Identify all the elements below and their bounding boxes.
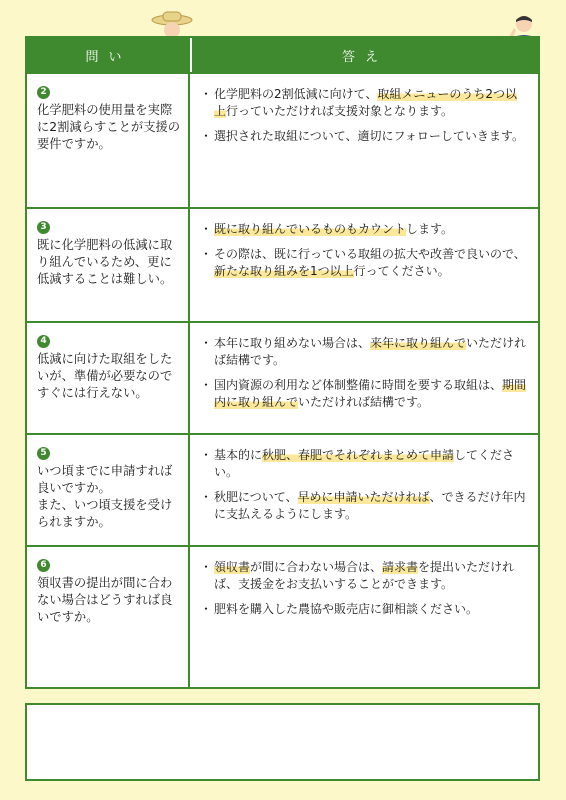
answer-bullet — [200, 128, 528, 145]
answer-text: 化学肥料の2割低減に向けて、 — [214, 87, 378, 101]
question-number-badge: 3 — [37, 221, 50, 234]
answer-text: 、できるだけ年内に支払えるようにします。 — [214, 490, 526, 521]
question-cell — [27, 74, 190, 207]
answer-header: 答え — [341, 49, 388, 65]
answer-cell — [190, 435, 538, 545]
answer-text: してください。 — [214, 448, 515, 479]
question-number-badge: 4 — [37, 335, 50, 348]
answer-text: 行っていただければ支援対象となります。 — [226, 104, 454, 118]
question-cell — [27, 323, 190, 433]
answer-text: します。 — [406, 222, 454, 236]
qa-row — [27, 207, 538, 321]
answer-bullet — [200, 335, 528, 369]
answer-text: いただければ結構です。 — [214, 336, 527, 367]
highlighted-text: 早めに申請いただければ — [297, 490, 430, 504]
answer-cell — [190, 323, 538, 433]
question-text: 既に化学肥料の低減に取り組んでいるため、更に低減することは難しい。 — [37, 238, 173, 286]
answer-text: 国内資源の利用など体制整備に時間を要する取組は、 — [214, 378, 503, 392]
answer-bullet — [200, 559, 528, 593]
question-text: 低減に向けた取組をしたいが、準備が必要なのですぐには行えない。 — [37, 352, 173, 400]
answer-text: 本年に取り組めない場合は、 — [214, 336, 371, 350]
qa-table — [25, 36, 540, 689]
answer-bullet — [200, 489, 528, 523]
answer-text: を提出いただければ、支援金をお支払いすることができます。 — [214, 560, 515, 591]
answer-bullet — [200, 447, 528, 481]
qa-row — [27, 72, 538, 207]
highlighted-text: 請求書 — [382, 560, 419, 574]
question-text: 化学肥料の使用量を実際に2割減らすことが支援の要件ですか。 — [37, 103, 181, 151]
answer-bullet — [200, 246, 528, 280]
question-header: 問い — [27, 38, 192, 72]
answer-cell — [190, 74, 538, 207]
answer-bullet — [200, 86, 528, 120]
question-number-badge: 5 — [37, 447, 50, 460]
table-header — [27, 38, 538, 72]
highlighted-text: 期間内に取り組んで — [214, 378, 527, 409]
answer-cell — [190, 209, 538, 321]
answer-text: 選択された取組について、適切にフォローしていきます。 — [214, 129, 524, 143]
answer-cell — [190, 547, 538, 687]
answer-bullet — [200, 601, 528, 618]
highlighted-text: 領収書 — [214, 560, 251, 574]
answer-text: 基本的に — [214, 448, 263, 462]
answer-bullet — [200, 377, 528, 411]
highlighted-text: 新たな取り組みを1つ以上 — [214, 264, 354, 278]
question-text: 領収書の提出が間に合わない場合はどうすれば良いですか。 — [37, 576, 173, 624]
answer-text: が間に合わない場合は、 — [250, 560, 383, 574]
answer-text: 行ってください。 — [353, 264, 450, 278]
question-number-badge: 6 — [37, 559, 50, 572]
question-cell — [27, 547, 190, 687]
highlighted-text: 秋肥、春肥でそれぞれまとめて申請 — [262, 448, 455, 462]
qa-row — [27, 433, 538, 545]
question-cell — [27, 209, 190, 321]
highlighted-text: 既に取り組んでいるものもカウント — [214, 222, 407, 236]
answer-text: 肥料を購入した農協や販売店に御相談ください。 — [214, 602, 479, 616]
qa-row — [27, 545, 538, 687]
memo-box — [25, 703, 540, 781]
highlighted-text: 取組メニューのうち2つ以上 — [214, 87, 518, 118]
qa-row — [27, 321, 538, 433]
answer-text: 秋肥について、 — [214, 490, 298, 504]
answer-bullet — [200, 221, 528, 238]
question-text: いつ頃までに申請すれば良いですか。 また、いつ頃支援を受けられますか。 — [37, 464, 173, 529]
highlighted-text: 来年に取り組んで — [370, 336, 467, 350]
answer-text: その際は、既に行っている取組の拡大や改善で良いので、 — [214, 247, 526, 261]
question-cell — [27, 435, 190, 545]
answer-text: いただければ結構です。 — [298, 395, 430, 409]
question-number-badge: 2 — [37, 86, 50, 99]
